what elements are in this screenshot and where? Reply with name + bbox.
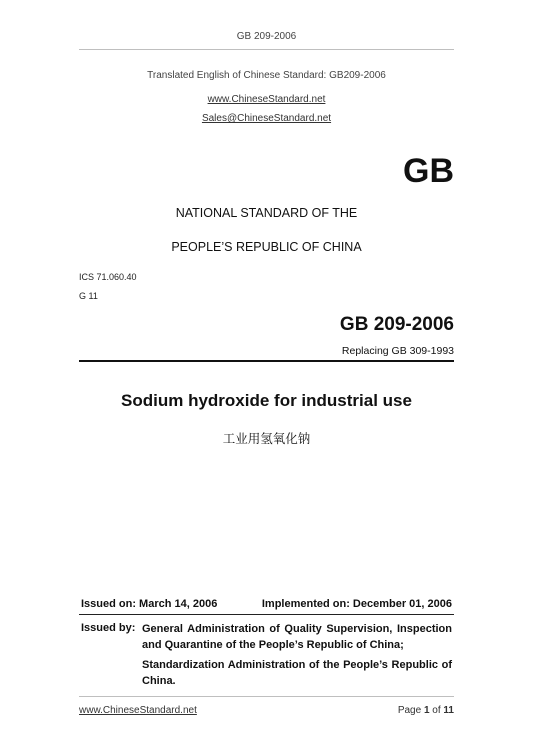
running-header: GB 209-2006 [236, 31, 297, 42]
page-prefix: Page [397, 705, 422, 716]
footer-divider [79, 696, 454, 697]
title-divider [79, 360, 454, 362]
header-divider [79, 49, 454, 50]
document-title: Sodium hydroxide for industrial use [121, 391, 412, 410]
ics-code: ICS 71.060.40 [79, 272, 137, 282]
standard-number: GB 209-2006 [339, 314, 454, 335]
issuer-sac: Standardization Administration of the People’s Republic of China. [142, 659, 452, 687]
document-title-chinese: 工业用氢氧化钠 [222, 432, 311, 446]
national-standard-line1: NATIONAL STANDARD OF THE [175, 206, 358, 220]
email-link[interactable]: Sales@ChineseStandard.net [201, 113, 332, 124]
page-number [398, 705, 454, 716]
replacing-note: Replacing GB 309-1993 [341, 345, 454, 357]
page-total: 11 [443, 705, 454, 716]
website-link[interactable]: www.ChineseStandard.net [207, 94, 326, 105]
dates-divider [79, 614, 454, 615]
issued-date: Issued on: March 14, 2006 [81, 598, 218, 610]
footer-website-link[interactable]: www.ChineseStandard.net [79, 705, 197, 716]
issued-by-label: Issued by: [81, 622, 136, 634]
classification-code: G 11 [79, 291, 98, 301]
translation-note: Translated English of Chinese Standard: GB209-2006 [147, 70, 386, 81]
page-of: of [432, 705, 441, 716]
gb-logo: GB [403, 152, 454, 190]
page-current: 1 [423, 705, 430, 716]
issuer-aqsiq: General Administration of Quality Supervision, Inspection and Quarantine of the People’s Republic of China; [142, 623, 452, 651]
implemented-date: Implemented on: December 01, 2006 [261, 598, 452, 610]
national-standard-line2: PEOPLE’S REPUBLIC OF CHINA [171, 240, 362, 254]
